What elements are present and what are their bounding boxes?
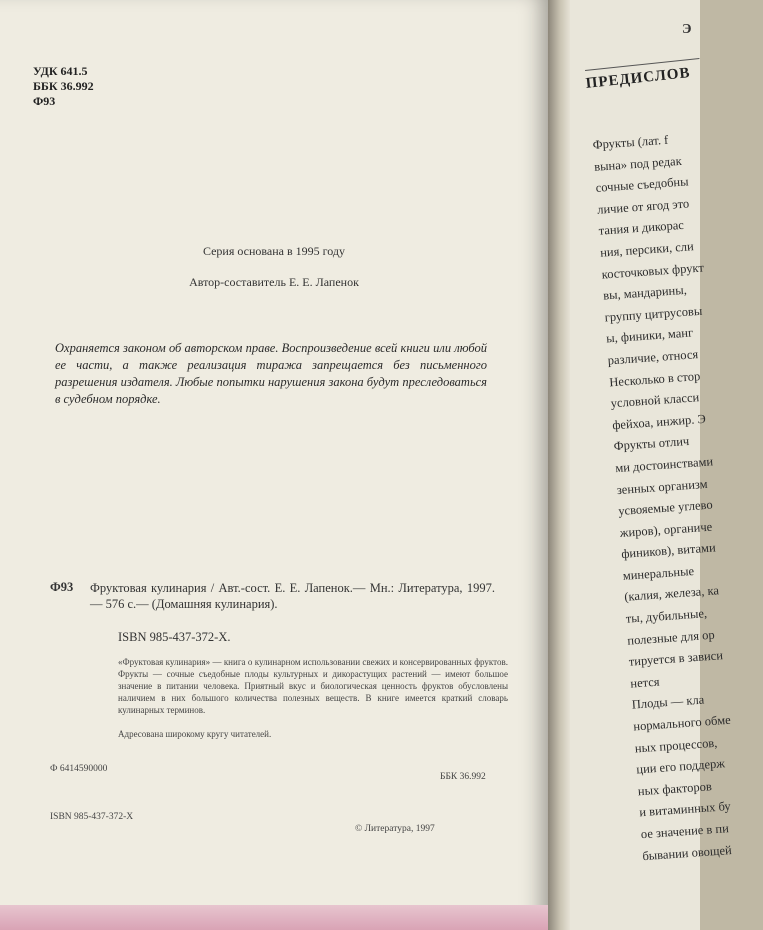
right-page-line: ми достоинствами: [614, 454, 714, 476]
bbk-bottom: ББК 36.992: [440, 772, 486, 782]
bbk-code: ББК 36.992: [33, 79, 94, 93]
catalog-code: Ф 6414590000: [50, 764, 108, 774]
right-page-line: вына» под редак: [593, 153, 683, 174]
right-page-line: (калия, железа, ка: [623, 583, 720, 605]
cover-edge: [0, 905, 548, 930]
right-page-line: минеральные: [622, 563, 695, 583]
right-page-line: тания и дикорас: [598, 218, 685, 239]
right-page-line: нормального обме: [632, 712, 732, 734]
right-page-line: группу цитрусовы: [604, 303, 703, 325]
right-page-line: косточковых фрукт: [601, 260, 705, 282]
copyright-notice: Охраняется законом об авторском праве. Воспроизведение всей книги или любой ее части, а также реализация тиража запрещается без письменного разрешения издателя. Любые попытки нарушения закона будут преследоваться в судебном порядке.: [55, 341, 487, 406]
copyright-bottom: © Литература, 1997: [355, 824, 435, 834]
right-page-line: ных факторов: [637, 779, 713, 799]
right-page-line: Плоды — кла: [631, 693, 705, 713]
series-line: Серия основана в 1995 году: [202, 244, 346, 258]
author-line: Автор-составитель Е. Е. Лапенок: [189, 275, 359, 289]
right-page-line: ных процессов,: [634, 735, 718, 756]
right-page-top-fragment: Э: [682, 22, 692, 37]
audience-line: Адресована широкому кругу читателей.: [118, 729, 272, 739]
right-page-line: вы, мандарины,: [602, 282, 688, 303]
right-page-line: жиров), органиче: [619, 519, 713, 540]
right-page-line: ты, дубильные,: [625, 606, 708, 626]
right-page-line: бывании овощей: [641, 842, 733, 863]
author-mark: Ф93: [33, 94, 56, 108]
right-page-line: ое значение в пи: [640, 821, 730, 842]
isbn-line: ISBN 985-437-372-X.: [118, 630, 231, 644]
right-page: [570, 0, 733, 930]
right-page-line: ы, финики, манг: [605, 325, 694, 346]
right-page-line: фиников), витами: [620, 540, 717, 562]
right-page-line: полезные для ор: [626, 627, 716, 648]
isbn-bottom: ISBN 985-437-372-X: [50, 812, 134, 822]
right-page-line: условной класси: [610, 390, 700, 411]
right-page-line: ния, персики, сли: [599, 239, 695, 260]
right-page-heading: ПРЕДИСЛОВ: [585, 65, 692, 92]
bib-code: Ф93: [50, 580, 74, 594]
book-gutter: [548, 0, 570, 930]
right-page-line: усвояемые углево: [617, 497, 714, 519]
right-page-line: нется: [629, 674, 660, 691]
right-page-line: зенных организм: [616, 476, 708, 497]
right-page-line: Несколько в стор: [608, 368, 701, 389]
right-page-line: и витаминных бу: [638, 799, 732, 820]
right-page-line: сочные съедобны: [595, 174, 689, 196]
right-page-line: различие, относя: [607, 347, 699, 368]
right-page-body: [592, 127, 763, 868]
bibliographic-entry: Фруктовая кулинария / Авт.-сост. Е. Е. Лапенок.— Мн.: Литература, 1997.— 576 с.— (Домашняя кулинария).: [90, 581, 495, 611]
classification-codes: [33, 64, 94, 109]
right-page-line: тируется в зависи: [628, 648, 724, 669]
right-page-line: Фрукты отлич: [613, 434, 690, 454]
right-page-line: Фрукты (лат. f: [592, 132, 669, 152]
right-page-line: личие от ягод это: [596, 196, 690, 217]
udk-code: УДК 641.5: [33, 64, 88, 78]
right-page-line: ции его поддерж: [635, 756, 726, 777]
annotation: «Фруктовая кулинария» — книга о кулинарном использовании свежих и консервированных фруктов. Фрукты — сочные съедобные плоды культурных и дикорастущих растений — имеют большое значение в питании человека. Приятный вкус и биологическая ценность фруктов обусловлены наличием в них большого количества полезных веществ. В книге имеется краткий словарь кулинарных терминов.: [118, 657, 508, 715]
right-page-line: фейхоа, инжир. Э: [611, 411, 707, 432]
